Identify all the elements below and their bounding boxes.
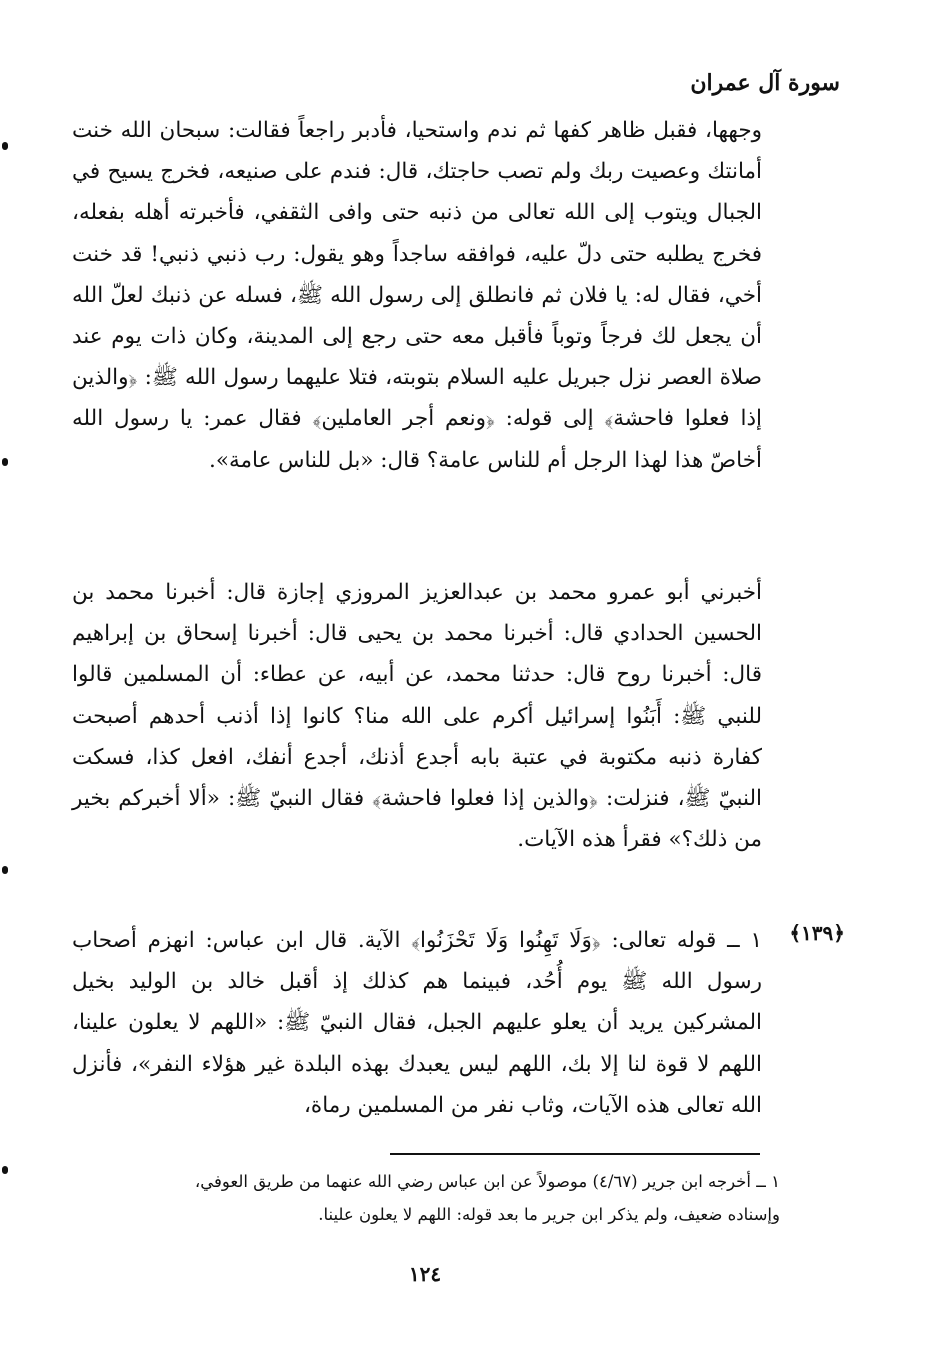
footnote-line: ١ ــ أخرجه ابن جرير (٤/٦٧) موصولاً عن ابن عباس رضي الله عنهما من طريق العوفي، (194, 1172, 780, 1191)
paragraph-verse-commentary (72, 920, 762, 1140)
verse-number-marker: ﴿١٣٩﴾ (789, 921, 845, 945)
footnote-line: وإسناده ضعيف، ولم يذكر ابن جرير ما بعد قوله: اللهم لا يعلون علينا. (318, 1205, 780, 1224)
page-number: ١٢٤ (408, 1262, 442, 1286)
paragraph-text: أخبرني أبو عمرو محمد بن عبدالعزيز المروزي إجازة قال: أخبرنا محمد بن الحسين الحدادي قال: أخبرنا محمد بن يحيى قال: أخبرنا إسحاق بن إبراهيم قال: أخبرنا روح قال: حدثنا محمد، عن أبيه، عن عطاء: أن المسلمين قالوا للنبي ﷺ: أَبَنُوا إسرائيل أكرم على الله منا؟ كانوا إذا أذنب أحدهم أصبحت كفارة ذنبه مكتوبة في عتبة بابه أجدع أذنك، أجدع أنفك، افعل كذا، فسكت النبيّ ﷺ، فنزلت: ﴿والذين إذا فعلوا فاحشة﴾ فقال النبيّ ﷺ: «ألا أخبركم بخير من ذلك؟» فقرأ هذه الآيات. (72, 580, 762, 853)
binding-mark (2, 142, 8, 150)
footnotes (160, 1165, 780, 1231)
footnote-divider (390, 1153, 760, 1155)
binding-mark (2, 458, 8, 466)
paragraph-story-continuation (72, 110, 762, 575)
running-header-surah-title: سورة آل عمران (690, 70, 840, 96)
binding-mark (2, 866, 8, 874)
paragraph-text: ١ ــ قوله تعالى: ﴿وَلَا تَهِنُوا وَلَا تَحْزَنُوا﴾ الآية. قال ابن عباس: انهزم أصحاب رسول الله ﷺ يوم أُحُد، فبينما هم كذلك إذ أقبل خالد بن الوليد بخيل المشركين يريد أن يعلو عليهم الجبل، فقال النبيّ ﷺ: «اللهم لا يعلون علينا، اللهم لا قوة لنا إلا بك، اللهم ليس يعبدك بهذه البلدة غير هؤلاء النفر»، فأنزل الله تعالى هذه الآيات، وثاب نفر من المسلمين رماة، (72, 928, 762, 1118)
paragraph-isnad-narration (72, 572, 762, 892)
paragraph-text: وجهها، فقبل ظاهر كفها ثم ندم واستحيا، فأدبر راجعاً فقالت: سبحان الله خنت أمانتك وعصيت ربك ولم تصب حاجتك، قال: فندم على صنيعه، فخرج يسيح في الجبال ويتوب إلى الله تعالى من ذنبه حتى وافى الثقفي، فأخبرته أهله بفعله، فخرج يطلبه حتى دلّ عليه، فوافقه ساجداً وهو يقول: رب ذنبي ذنبي! قد خنت أخي، فقال له: يا فلان ثم فانطلق إلى رسول الله ﷺ، فسله عن ذنبك لعلّ الله أن يجعل لك فرجاً وتوباً فأقبل معه حتى رجع إلى المدينة، وكان ذات يوم عند صلاة العصر نزل جبريل عليه السلام بتوبته، فتلا عليهما رسول الله ﷺ: ﴿والذين إذا فعلوا فاحشة﴾ إلى قوله: ﴿ونعم أجر العاملين﴾ فقال عمر: يا رسول الله أخاصّ هذا لهذا الرجل أم للناس عامة؟ قال: «بل للناس عامة». (72, 118, 762, 473)
binding-mark (2, 1166, 8, 1174)
